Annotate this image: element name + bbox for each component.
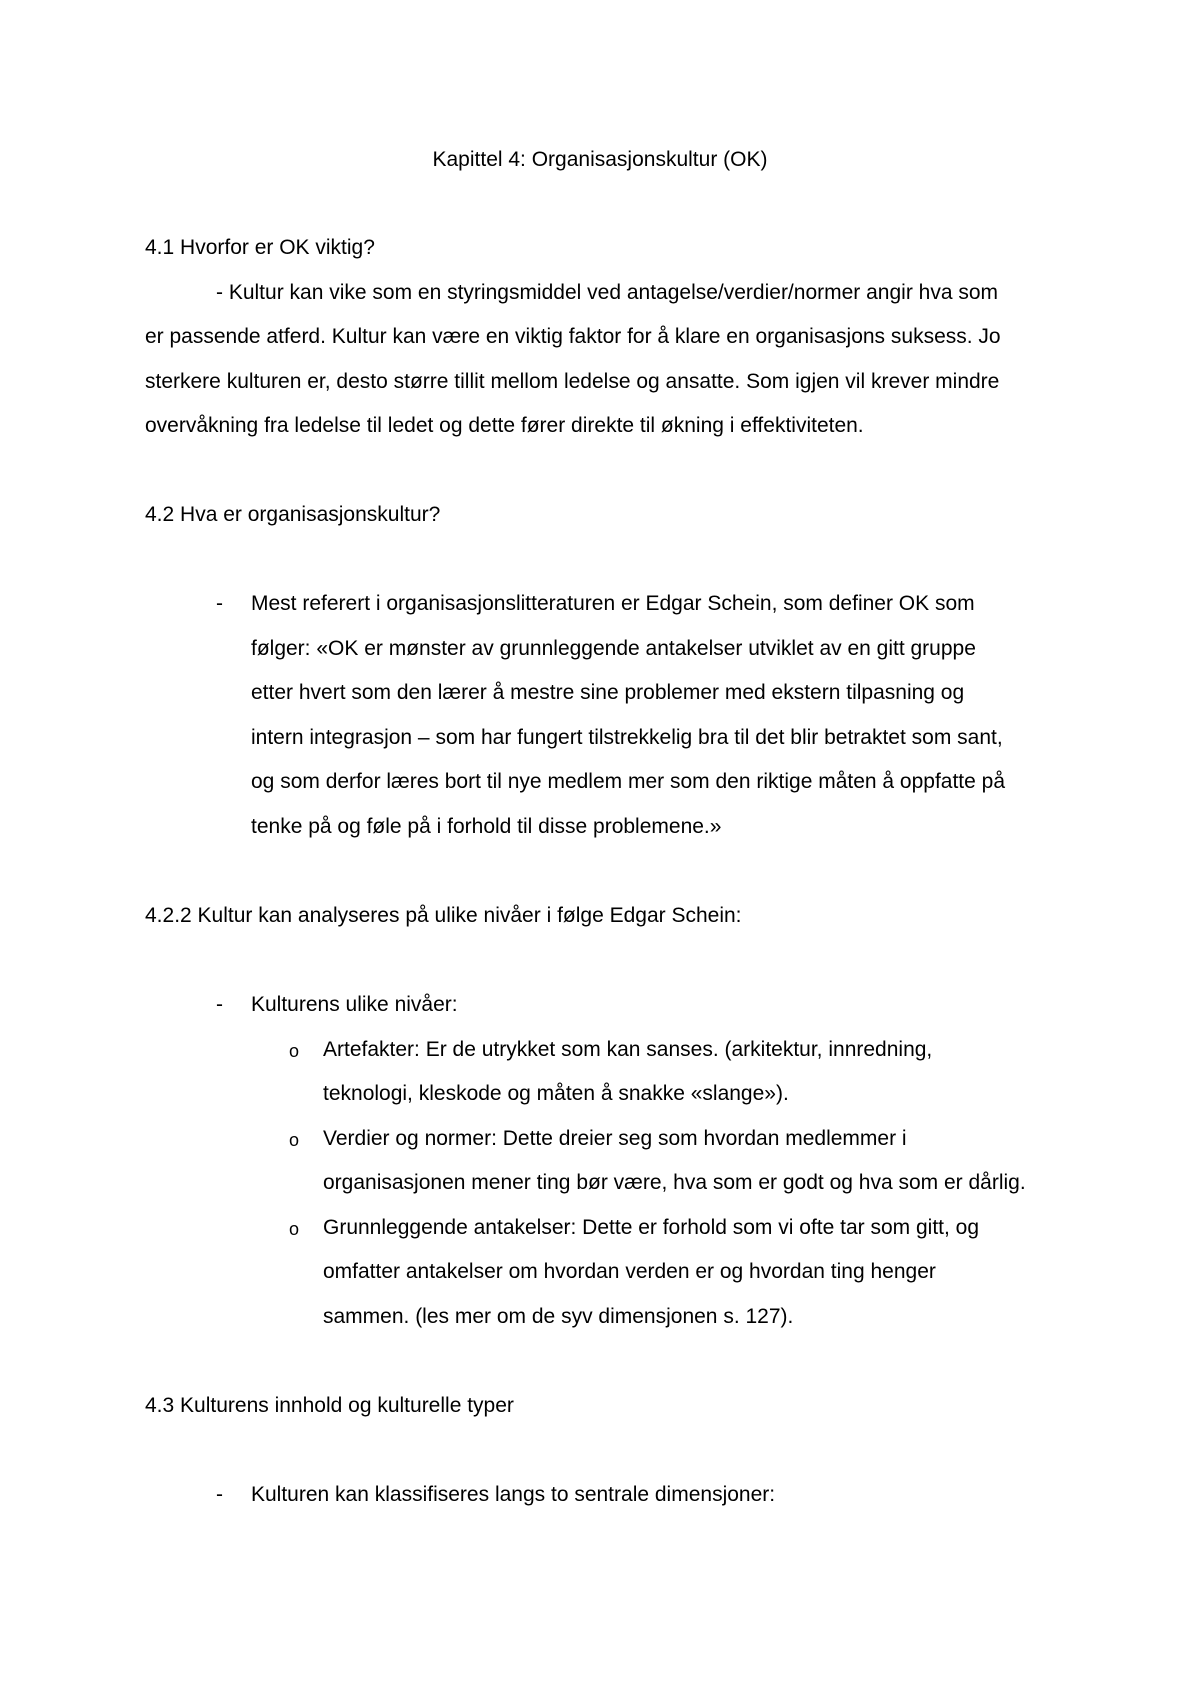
dash-bullet: -	[216, 993, 223, 1016]
sub-item-line: Verdier og normer: Dette dreier seg som hvordan medlemmer i	[323, 1127, 907, 1150]
sub-item-line: teknologi, kleskode og måten å snakke «slange»).	[323, 1082, 789, 1105]
circle-bullet: o	[289, 1041, 300, 1061]
quote-line: tenke på og føle på i forhold til disse problemene.»	[251, 815, 722, 838]
dash-bullet: -	[216, 592, 223, 615]
paragraph-line: er passende atferd. Kultur kan være en viktig faktor for å klare en organisasjons suksess. Jo	[145, 325, 1001, 348]
circle-bullet: o	[289, 1130, 300, 1150]
sub-item-line: omfatter antakelser om hvordan verden er og hvordan ting henger	[323, 1260, 936, 1283]
sub-item-line: Grunnleggende antakelser: Dette er forhold som vi ofte tar som gitt, og	[323, 1216, 980, 1239]
sub-item-line: organisasjonen mener ting bør være, hva som er godt og hva som er dårlig.	[323, 1171, 1026, 1194]
bullet-text: Kulturens ulike nivåer:	[251, 993, 458, 1016]
section-heading-4-2: 4.2 Hva er organisasjonskultur?	[145, 503, 441, 526]
section-heading-4-1: 4.1 Hvorfor er OK viktig?	[145, 236, 375, 259]
section-heading-4-2-2: 4.2.2 Kultur kan analyseres på ulike nivåer i følge Edgar Schein:	[145, 904, 742, 927]
bullet-text: Kulturen kan klassifiseres langs to sentrale dimensjoner:	[251, 1483, 776, 1506]
section-heading-4-3: 4.3 Kulturens innhold og kulturelle typer	[145, 1394, 514, 1417]
sub-item-line: Artefakter: Er de utrykket som kan sanses. (arkitektur, innredning,	[323, 1038, 933, 1061]
circle-bullet: o	[289, 1219, 300, 1239]
paragraph-line: - Kultur kan vike som en styringsmiddel ved antagelse/verdier/normer angir hva som	[216, 281, 999, 304]
dash-bullet: -	[216, 1483, 223, 1506]
quote-line: Mest referert i organisasjonslitteraturen er Edgar Schein, som definer OK som	[251, 592, 975, 615]
sub-item-line: sammen. (les mer om de syv dimensjonen s. 127).	[323, 1305, 794, 1328]
page-title: Kapittel 4: Organisasjonskultur (OK)	[432, 148, 768, 171]
quote-line: følger: «OK er mønster av grunnleggende antakelser utviklet av en gitt gruppe	[251, 637, 976, 660]
quote-line: intern integrasjon – som har fungert tilstrekkelig bra til det blir betraktet som sant,	[251, 726, 1003, 749]
paragraph-line: overvåkning fra ledelse til ledet og dette fører direkte til økning i effektiviteten.	[145, 414, 864, 437]
quote-line: og som derfor læres bort til nye medlem mer som den riktige måten å oppfatte på	[251, 770, 1006, 793]
paragraph-line: sterkere kulturen er, desto større tillit mellom ledelse og ansatte. Som igjen vil krever mindre	[145, 370, 1000, 393]
quote-line: etter hvert som den lærer å mestre sine problemer med ekstern tilpasning og	[251, 681, 965, 704]
